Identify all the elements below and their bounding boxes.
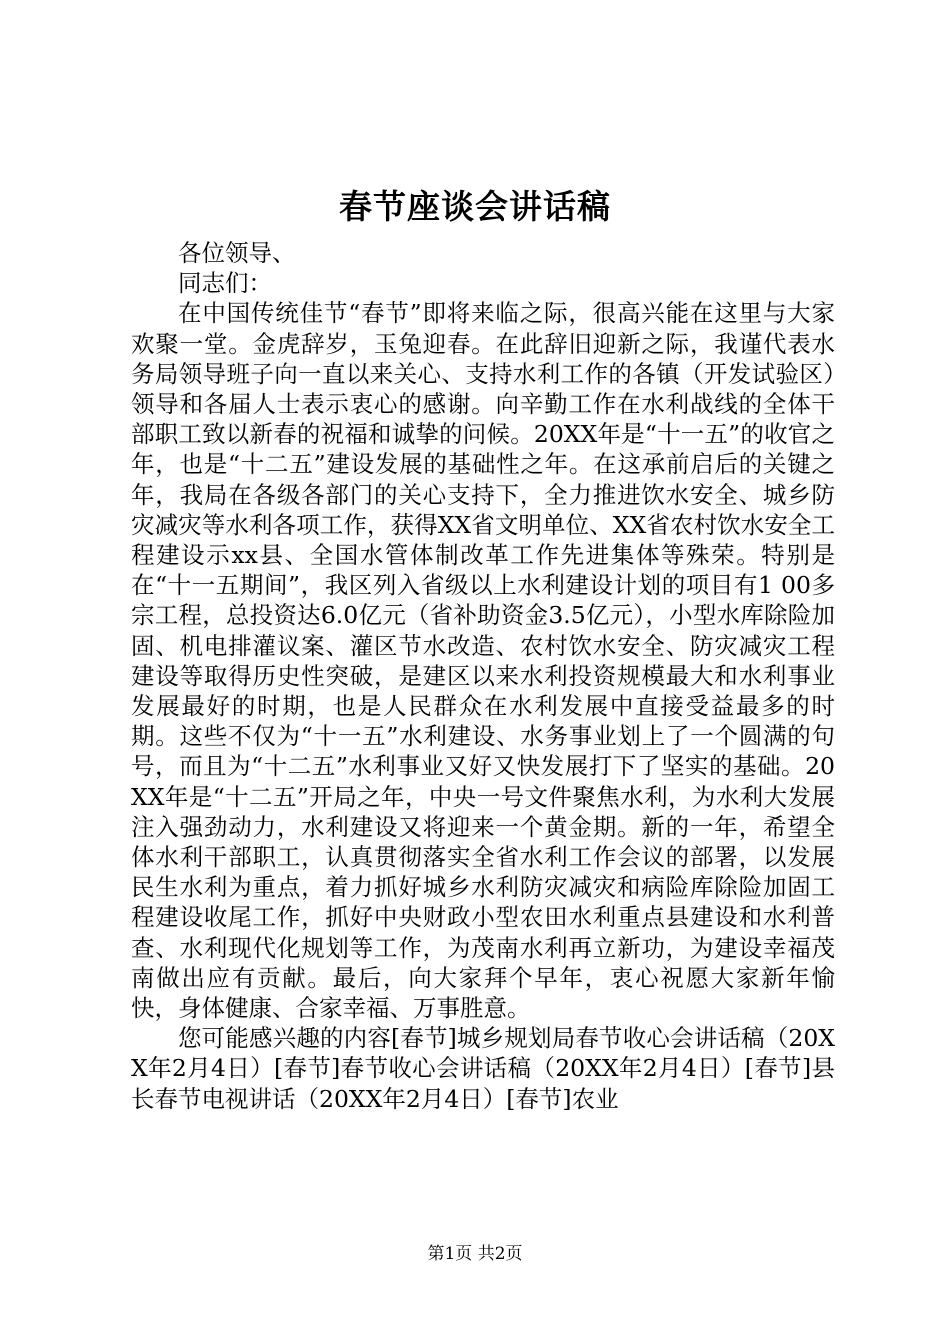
document-title: 春节座谈会讲话稿 xyxy=(339,187,611,226)
related-content-paragraph: 您可能感兴趣的内容[春节]城乡规划局春节收心会讲话稿（20XX年2月4日）[春节]春节收心会讲话稿（20XX年2月4日）[春节]县长春节电视讲话（20XX年2月4日）[春节]农业 xyxy=(131,1024,835,1113)
document-body xyxy=(131,238,835,1114)
body-paragraph: 在中国传统佳节“春节”即将来临之际，很高兴能在这里与大家欢聚一堂。金虎辞岁，玉兔迎春。在此辞旧迎新之际，我谨代表水务局领导班子向一直以来关心、支持水利工作的各镇（开发试验区）领导和各届人士表示衷心的感谢。向辛勤工作在水利战线的全体干部职工致以新春的祝福和诚挚的问候。20XX年是“十一五”的收官之年，也是“十二五”建设发展的基础性之年。在这承前启后的关键之年，我局在各级各部门的关心支持下，全力推进饮水安全、城乡防灾减灾等水利各项工作，获得XX省文明单位、XX省农村饮水安全工程建设示xx县、全国水管体制改革工作先进集体等殊荣。特别是在“十一五期间”，我区列入省级以上水利建设计划的项目有1 00多宗工程，总投资达6.0亿元（省补助资金3.5亿元），小型水库除险加固、机电排灌议案、灌区节水改造、农村饮水安全、防灾减灾工程建设等取得历史性突破，是建区以来水利投资规模最大和水利事业发展最好的时期，也是人民群众在水利发展中直接受益最多的时期。这些不仅为“十一五”水利建设、水务事业划上了一个圆满的句号，而且为“十二五”水利事业又好又快发展打下了坚实的基础。20XX年是“十二五”开局之年，中央一号文件聚焦水利，为水利大发展注入强劲动力，水利建设又将迎来一个黄金期。新的一年，希望全体水利干部职工，认真贯彻落实全省水利工作会议的部署，以发展民生水利为重点，着力抓好城乡水利防灾减灾和病险库除险加固工程建设收尾工作，抓好中央财政小型农田水利重点县建设和水利普查、水利现代化规划等工作，为茂南水利再立新功，为建设幸福茂南做出应有贡献。最后，向大家拜个早年，衷心祝愿大家新年愉快，身体健康、合家幸福、万事胜意。 xyxy=(131,299,835,1023)
salutation-line: 各位领导、 xyxy=(178,239,296,267)
salutation-line: 同志们： xyxy=(178,269,272,298)
page-footer: 第1页 共2页 xyxy=(427,1244,523,1264)
